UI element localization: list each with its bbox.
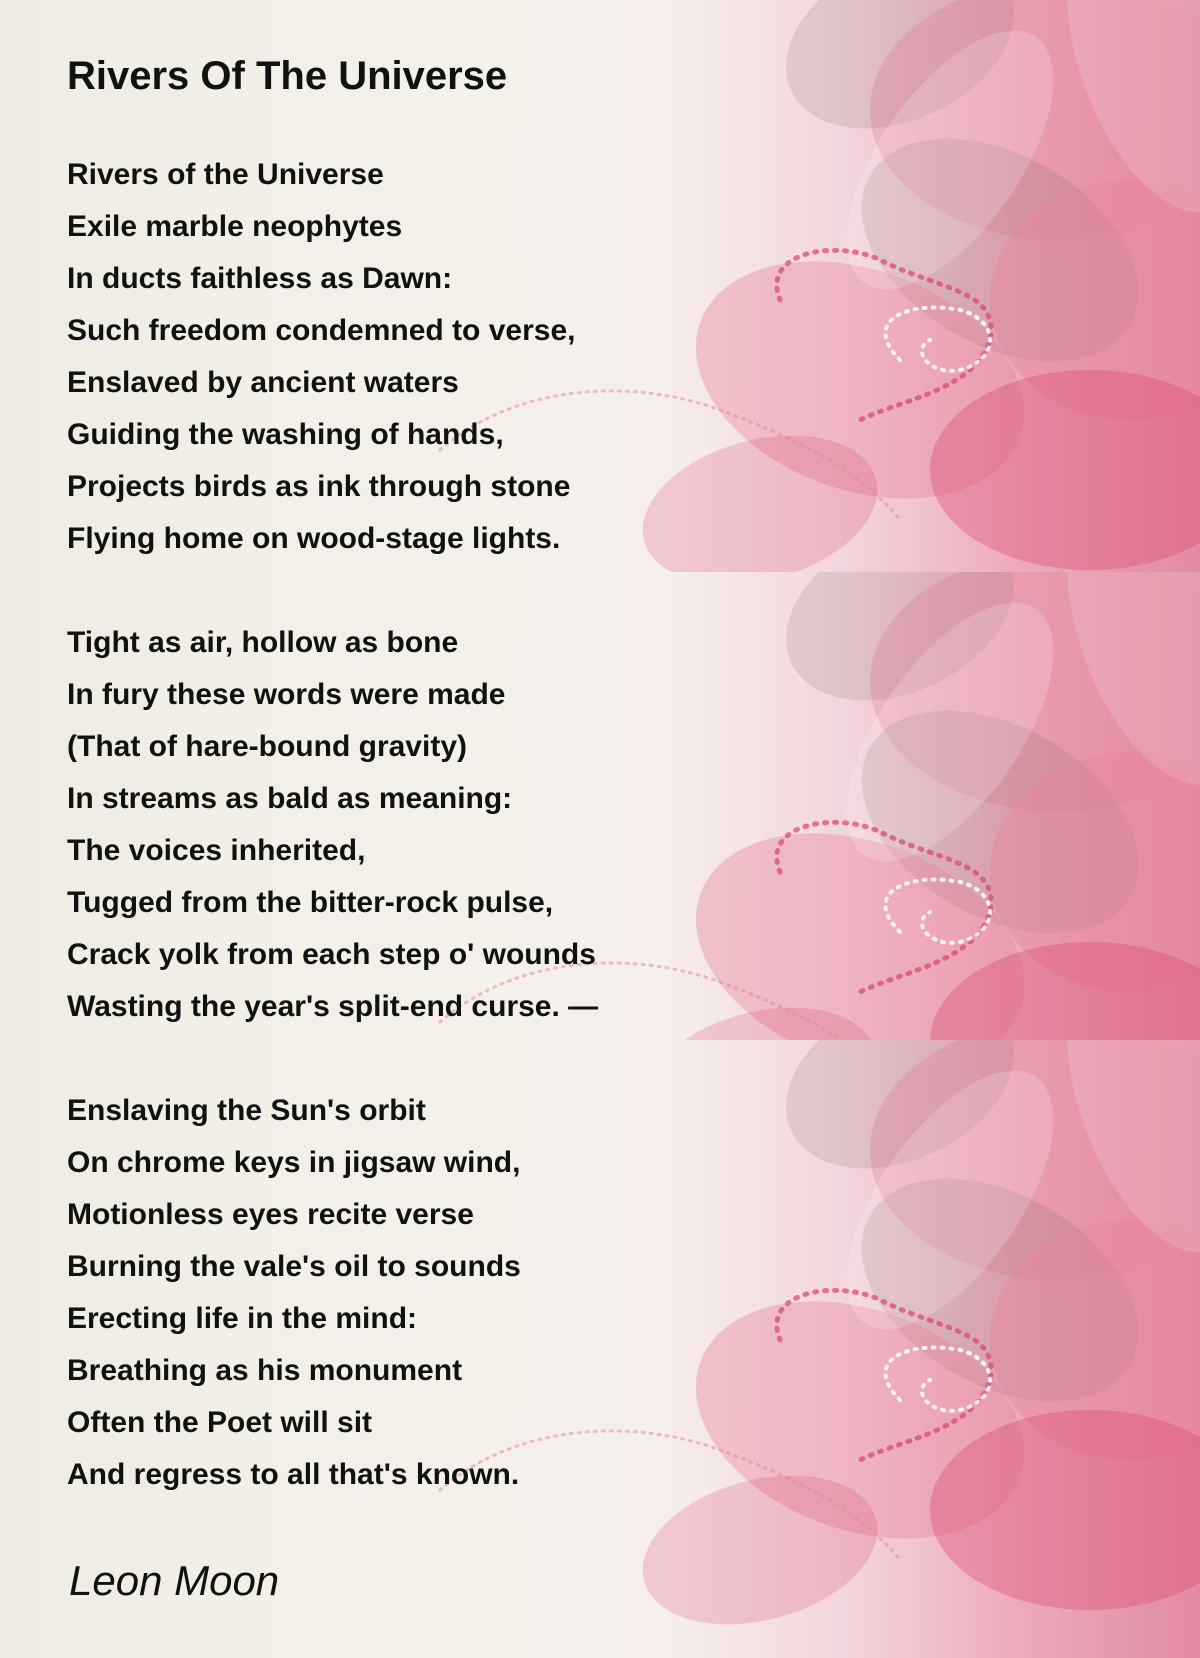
- poem-line: Tugged from the bitter-rock pulse,: [67, 886, 554, 919]
- poem-line: Enslaving the Sun's orbit: [67, 1094, 426, 1127]
- poem-line: Burning the vale's oil to sounds: [67, 1250, 521, 1283]
- poem-line: And regress to all that's known.: [67, 1458, 520, 1491]
- stanza-2: [67, 617, 598, 1033]
- poem-line: Guiding the washing of hands,: [67, 418, 504, 451]
- author-name: Leon Moon: [69, 1557, 280, 1604]
- poem-line: Crack yolk from each step o' wounds: [67, 938, 596, 971]
- poem-line: Motionless eyes recite verse: [67, 1198, 474, 1231]
- poem-line: Enslaved by ancient waters: [67, 366, 459, 399]
- poem-line: Rivers of the Universe: [67, 158, 384, 191]
- poem-line: Erecting life in the mind:: [67, 1302, 418, 1335]
- poem-line: (That of hare-bound gravity): [67, 730, 467, 763]
- poem-title: Rivers Of The Universe: [67, 54, 508, 98]
- stanza-3: [67, 1085, 521, 1501]
- poem-line: Such freedom condemned to verse,: [67, 314, 576, 347]
- poem-line: Projects birds as ink through stone: [67, 470, 571, 503]
- poem-line: Often the Poet will sit: [67, 1406, 373, 1439]
- poem-line: In streams as bald as meaning:: [67, 782, 513, 815]
- poem-line: Breathing as his monument: [67, 1354, 463, 1387]
- poem-line: Tight as air, hollow as bone: [67, 626, 459, 659]
- poem-line: The voices inherited,: [67, 834, 366, 867]
- poem-line: Exile marble neophytes: [67, 210, 403, 243]
- poem-line: In ducts faithless as Dawn:: [67, 262, 453, 295]
- poem-line: Wasting the year's split-end curse. —: [67, 990, 599, 1023]
- poem-line: In fury these words were made: [67, 678, 506, 711]
- poem-line: On chrome keys in jigsaw wind,: [67, 1146, 521, 1179]
- stanza-1: [67, 149, 575, 565]
- poem-line: Flying home on wood-stage lights.: [67, 522, 561, 555]
